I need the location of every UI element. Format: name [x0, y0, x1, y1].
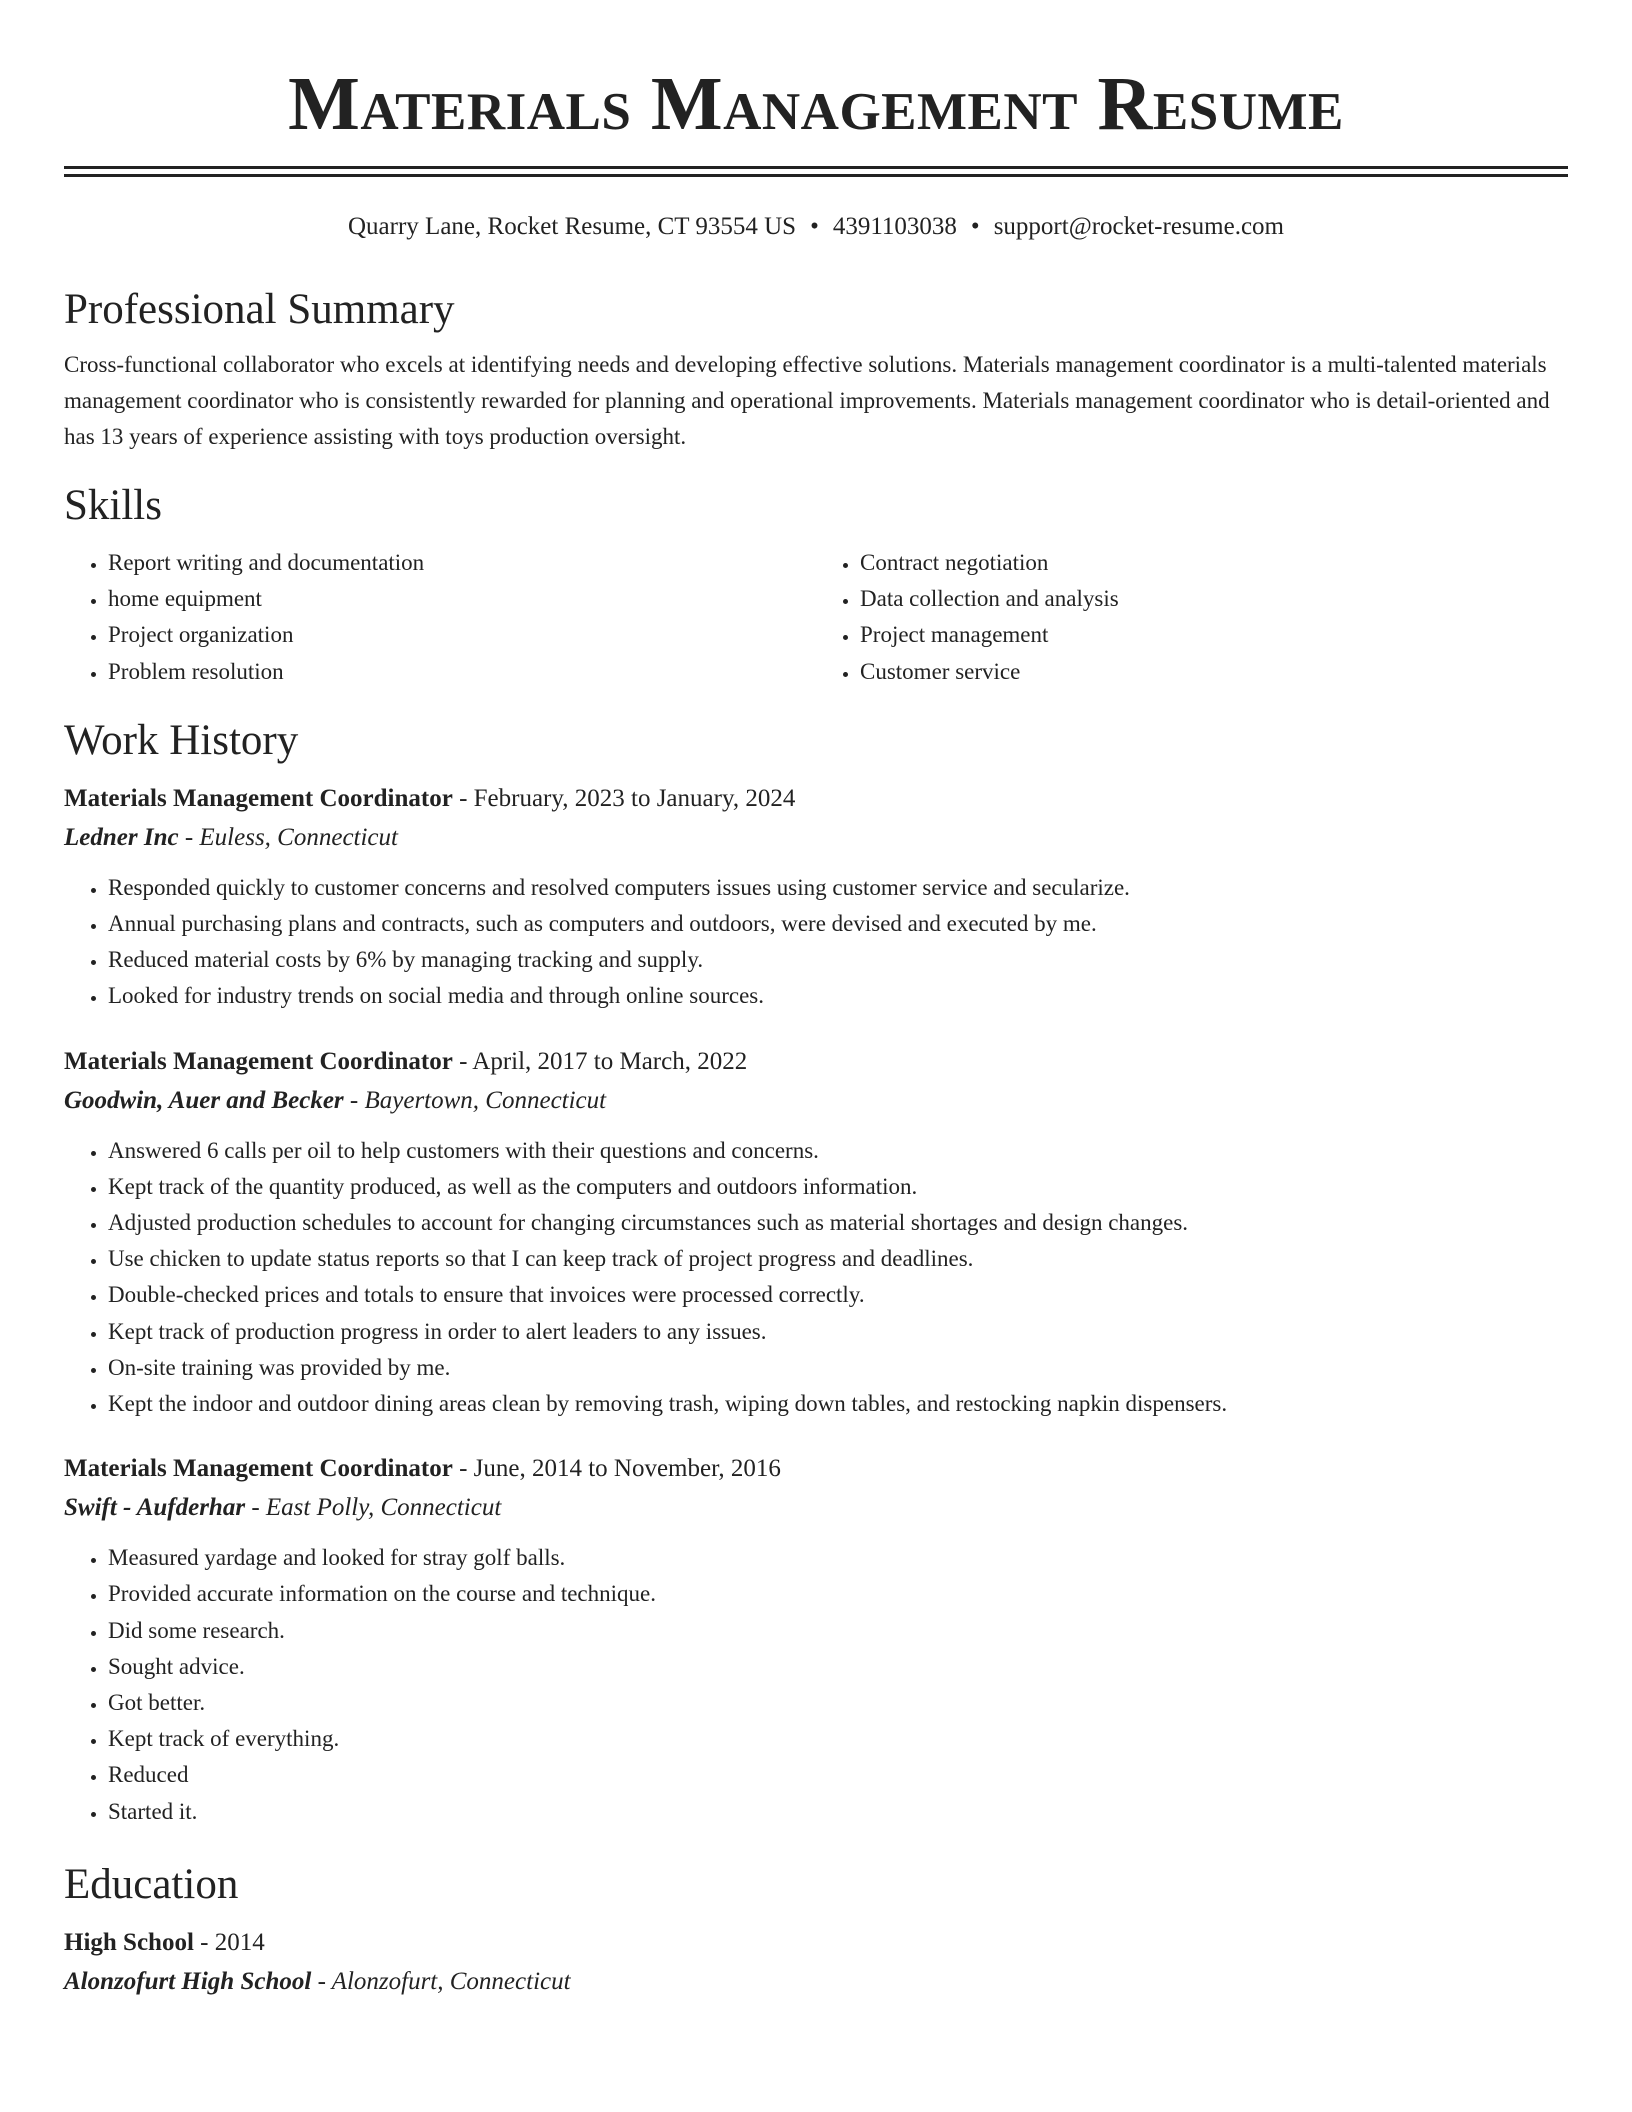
company-line — [64, 1081, 1568, 1121]
job-bullets — [64, 1540, 1568, 1830]
skills-column-left — [64, 545, 816, 690]
title-divider-secondary — [64, 174, 1568, 177]
education-heading: Education — [64, 1860, 239, 1908]
company-name: Ledner Inc — [64, 823, 179, 851]
title-divider — [64, 166, 1568, 169]
job-bullet: • Provided accurate information on the course and technique. — [108, 1576, 1568, 1612]
contact-separator: • — [970, 213, 980, 240]
job-bullet: • Kept track of production progress in order to alert leaders to any issues. — [108, 1314, 1568, 1350]
job-dates: - April, 2017 to March, 2022 — [452, 1047, 748, 1075]
education-entry — [64, 1924, 1568, 2002]
company-line — [64, 818, 1568, 858]
job-bullets — [64, 1133, 1568, 1423]
company-location: - Bayertown, Connecticut — [343, 1086, 607, 1114]
skill-item: • Project organization — [108, 617, 816, 653]
job-bullets — [64, 870, 1568, 1015]
job-title: Materials Management Coordinator — [64, 1455, 453, 1483]
skills-column-right — [816, 545, 1568, 690]
summary-heading: Professional Summary — [64, 286, 455, 333]
job-title: Materials Management Coordinator — [64, 1047, 453, 1075]
contact-address: Quarry Lane, Rocket Resume, CT 93554 US — [348, 213, 797, 240]
graduation-year: - 2014 — [193, 1928, 265, 1956]
skills-list — [64, 545, 1568, 690]
school-line — [64, 1962, 1568, 2002]
skills-heading: Skills — [64, 482, 162, 529]
summary-text: Cross-functional collaborator who excels at identifying needs and developing effective solutions. Materials management coordinator is a multi-talented materials management coordinator who is consistently rewarded for planning and operational improvements. Materials management coordinator who is detail-oriented and has 13 years of experience assisting with toys production oversight. — [64, 352, 1550, 449]
school-name: Alonzofurt High School — [64, 1967, 312, 1995]
job-entry — [64, 780, 1568, 1015]
company-name: Swift - Aufderhar — [64, 1494, 246, 1522]
job-bullet: • Reduced — [108, 1757, 1568, 1793]
contact-phone: 4391103038 — [832, 213, 957, 240]
contact-info — [64, 211, 1568, 243]
job-bullet: • Reduced material costs by 6% by managing tracking and supply. — [108, 942, 1568, 978]
skill-item: • Problem resolution — [108, 654, 816, 690]
job-entry — [64, 1450, 1568, 1830]
job-bullet: • Got better. — [108, 1685, 1568, 1721]
job-bullet: • Looked for industry trends on social media and through online sources. — [108, 978, 1568, 1014]
job-bullet: • Adjusted production schedules to account for changing circumstances such as material shortages and design changes. — [108, 1205, 1568, 1241]
school-location: - Alonzofurt, Connecticut — [311, 1967, 571, 1995]
degree-line — [64, 1924, 1568, 1962]
work-history-heading: Work History — [64, 716, 299, 764]
job-bullet: • Use chicken to update status reports so that I can keep track of project progress and deadlines. — [108, 1241, 1568, 1277]
company-line — [64, 1488, 1568, 1528]
job-title-line — [64, 780, 1568, 818]
job-bullet: • Double-checked prices and totals to ensure that invoices were processed correctly. — [108, 1277, 1568, 1313]
skill-item: • Project management — [860, 617, 1568, 653]
skill-item: • Report writing and documentation — [108, 545, 816, 581]
job-bullet: • Answered 6 calls per oil to help customers with their questions and concerns. — [108, 1133, 1568, 1169]
job-bullet: • Started it. — [108, 1794, 1568, 1830]
company-name: Goodwin, Auer and Becker — [64, 1086, 344, 1114]
skill-item: • Contract negotiation — [860, 545, 1568, 581]
job-title: Materials Management Coordinator — [64, 784, 453, 812]
degree: High School — [64, 1928, 194, 1956]
company-location: - East Polly, Connecticut — [245, 1494, 502, 1522]
job-entry — [64, 1043, 1568, 1423]
job-bullet: • Kept the indoor and outdoor dining areas clean by removing trash, wiping down tables, and restocking napkin dispensers. — [108, 1386, 1568, 1422]
skill-item: • Data collection and analysis — [860, 581, 1568, 617]
job-bullet: • Kept track of everything. — [108, 1721, 1568, 1757]
job-title-line — [64, 1043, 1568, 1081]
job-bullet: • Annual purchasing plans and contracts, such as computers and outdoors, were devised and executed by me. — [108, 906, 1568, 942]
job-bullet: • Sought advice. — [108, 1649, 1568, 1685]
job-bullet: • Did some research. — [108, 1613, 1568, 1649]
skill-item: • home equipment — [108, 581, 816, 617]
job-bullet: • On-site training was provided by me. — [108, 1350, 1568, 1386]
skill-item: • Customer service — [860, 654, 1568, 690]
company-location: - Euless, Connecticut — [178, 823, 398, 851]
job-bullet: • Responded quickly to customer concerns and resolved computers issues using customer service and secularize. — [108, 870, 1568, 906]
contact-separator: • — [810, 213, 819, 240]
job-title-line — [64, 1450, 1568, 1488]
contact-email: support@rocket-resume.com — [993, 213, 1284, 240]
job-dates: - February, 2023 to January, 2024 — [452, 784, 796, 812]
resume-title: Materials Management Resume — [288, 62, 1344, 146]
job-dates: - June, 2014 to November, 2016 — [452, 1455, 781, 1483]
job-bullet: • Measured yardage and looked for stray golf balls. — [108, 1540, 1568, 1576]
job-bullet: • Kept track of the quantity produced, as well as the computers and outdoors information. — [108, 1169, 1568, 1205]
